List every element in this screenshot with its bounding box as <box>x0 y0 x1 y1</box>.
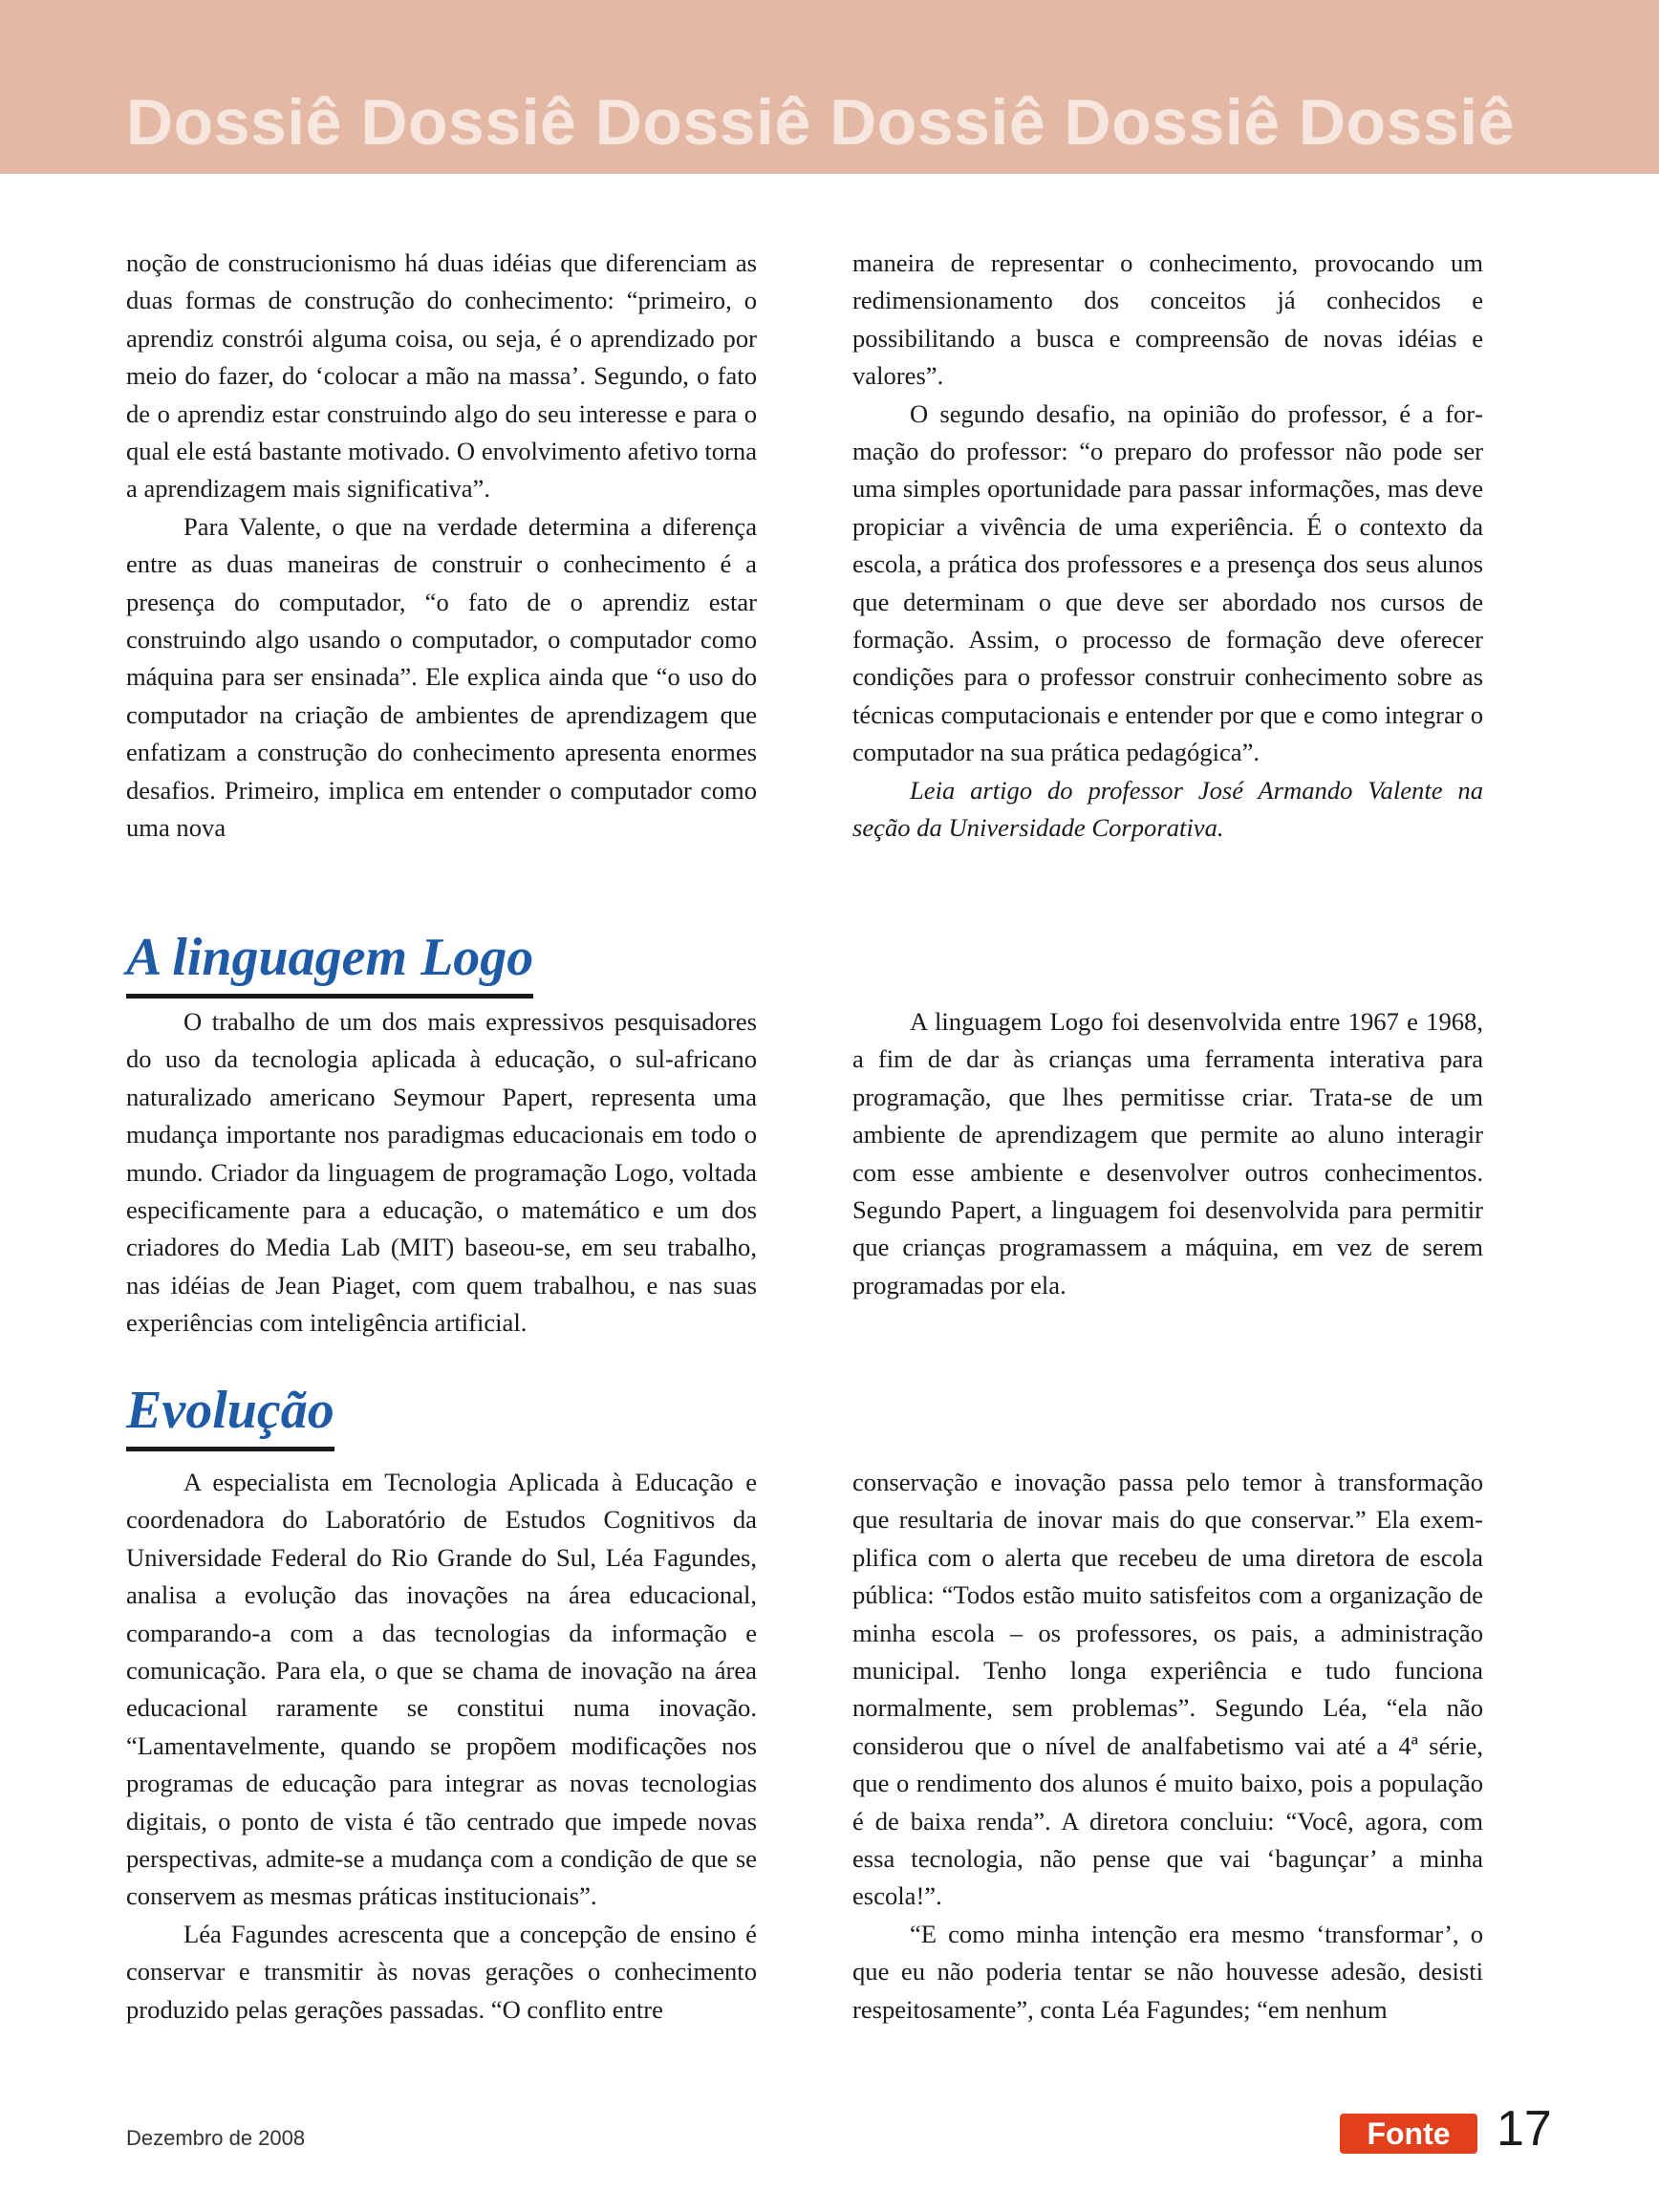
paragraph: Léa Fagundes acrescenta que a concepção de ensino é conservar e transmitir às novas gerações o conhecimento produzido pelas gerações passadas. “O conflito entre <box>126 1919 757 2024</box>
paragraph: A linguagem Logo foi desenvolvida entre 1967 e 1968, a fim de dar às crianças uma ferramenta interativa para programação, que lhes permitisse criar. Trata-se de um ambiente de aprendizagem que permite ao aluno interagir com esse ambiente e desenvolver outros conhecimentos. Segundo Papert, a linguagem foi desenvolvida para permitir que crianças programassem a máquina, em vez de serem programadas por ela. <box>852 1007 1483 1299</box>
paragraph: noção de construcionismo há duas idéias que diferenciam as duas formas de construção do conhecimento: “primeiro, o aprendiz constrói alguma coisa, ou seja, é o aprendizado por meio do fazer, do ‘colocar a mão na massa’. Segundo, o fato de o aprendiz estar construindo algo do seu interesse e para o qual ele está bastante motivado. O envolvimento afetivo torna a aprendizagem mais significativa”. <box>126 248 757 504</box>
paragraph: O trabalho de um dos mais expressivos pesquisadores do uso da tecnologia aplicada à educação, o sul-africano naturalizado americano Seymour Papert, representa uma mudança importante nos paradigmas educacionais em todo o mundo. Criador da linguagem de programação Logo, voltada especificamente para a educação, o matemático e um dos criadores do Media Lab (MIT) baseou-se, em seu trabalho, nas idéias de Jean Piaget, com quem trabalhou, e nas suas experiências com inteligência artificial. <box>126 1007 757 1338</box>
footer-date: Dezembro de 2008 <box>126 2126 306 2150</box>
article-reference-note: Leia artigo do professor José Armando Valente na seção da Universidade Corporativa. <box>852 775 1483 843</box>
paragraph: maneira de representar o conhecimento, provocando um redimensionamento dos conceitos já conhecidos e possibilitando a busca e compreensão de novas idéias e valores”. <box>852 248 1483 391</box>
logo-text: Fonte <box>1367 2116 1451 2151</box>
paragraph: A especialista em Tecnologia Aplicada à Educação e coordenadora do Laboratório de Estudos Cognitivos da Universidade Federal do Rio Grande do Sul, Léa Fagundes, analisa a evolução das inovações na área educacional, comparando-a com a das tecnologias da informação e comunicação. Para ela, o que se chama de inovação na área educacional raramente se constitui numa inovação. “Lamentavelmente, quando se propõem modificações nos programas de educação para integrar as novas tecnologias digitais, o ponto de vista é tão centrado que impede novas perspectivas, admite-se a mudança com a condição de que se conservem as mesmas práticas institucionais”. <box>126 1468 757 1911</box>
section1-column-left <box>126 245 757 848</box>
header-banner <box>0 0 1659 174</box>
section-heading-linguagem-logo: A linguagem Logo <box>126 927 533 999</box>
paragraph: O segundo desafio, na opinião do professor, é a formação do professor: “o preparo do professor não pode ser uma simples oportunidade para passar informações, mas deve propiciar a vivência de uma experiência. É o contexto da escola, a prática dos professores e a presença dos seus alunos que determinam o que deve ser abordado nos cursos de formação. Assim, o processo de formação deve oferecer condições para o professor construir conhecimento sobre as técnicas computacionais e entender por que e como integrar o computador na sua prática pedagógica”. <box>852 398 1483 767</box>
section1-column-right <box>852 245 1483 848</box>
paragraph: conservação e inovação passa pelo temor à transformação que resultaria de inovar mais do que conservar.” Ela exemplifica com o alerta que recebeu de uma diretora de escola pública: “Todos estão muito satisfeitos com a organização de minha escola – os professores, os pais, a administração municipal. Tenho longa experiência e tudo funciona normalmente, sem problemas”. Segundo Léa, “ela não considerou que o nível de analfabetismo vai até a 4ª série, que o rendimento dos alunos é muito baixo, pois a população é de baixa renda”. A diretora concluiu: “Você, agora, com essa tecnologia, não pense que vai ‘bagunçar’ a minha escola!”. <box>852 1468 1483 1911</box>
fonte-logo <box>1340 2114 1477 2154</box>
section2-column-right <box>852 1003 1483 1304</box>
banner-title: Dossiê Dossiê Dossiê Dossiê Dossiê Dossiê <box>126 86 1515 159</box>
page-number: 17 <box>1497 2101 1552 2157</box>
section-heading-evolucao: Evolução <box>126 1380 334 1451</box>
section3-column-right <box>852 1464 1483 2029</box>
paragraph: “E como minha intenção era mesmo ‘transformar’, o que eu não poderia tentar se não houvesse adesão, desisti respeitosamente”, conta Léa Fagundes; “em nenhum <box>852 1919 1483 2024</box>
section2-column-left <box>126 1003 757 1342</box>
section3-column-left <box>126 1464 757 2029</box>
paragraph: Para Valente, o que na verdade determina a diferença entre as duas maneiras de construir o conhecimento é a presença do computador, “o fato de o aprendiz estar construindo algo usando o computador, o computador como máquina para ser ensinada”. Ele explica ainda que “o uso do computador na criação de ambientes de aprendizagem que enfatizam a construção do conhecimento apresenta enormes desafios. Primeiro, implica em entender o computador como uma nova <box>126 511 757 843</box>
